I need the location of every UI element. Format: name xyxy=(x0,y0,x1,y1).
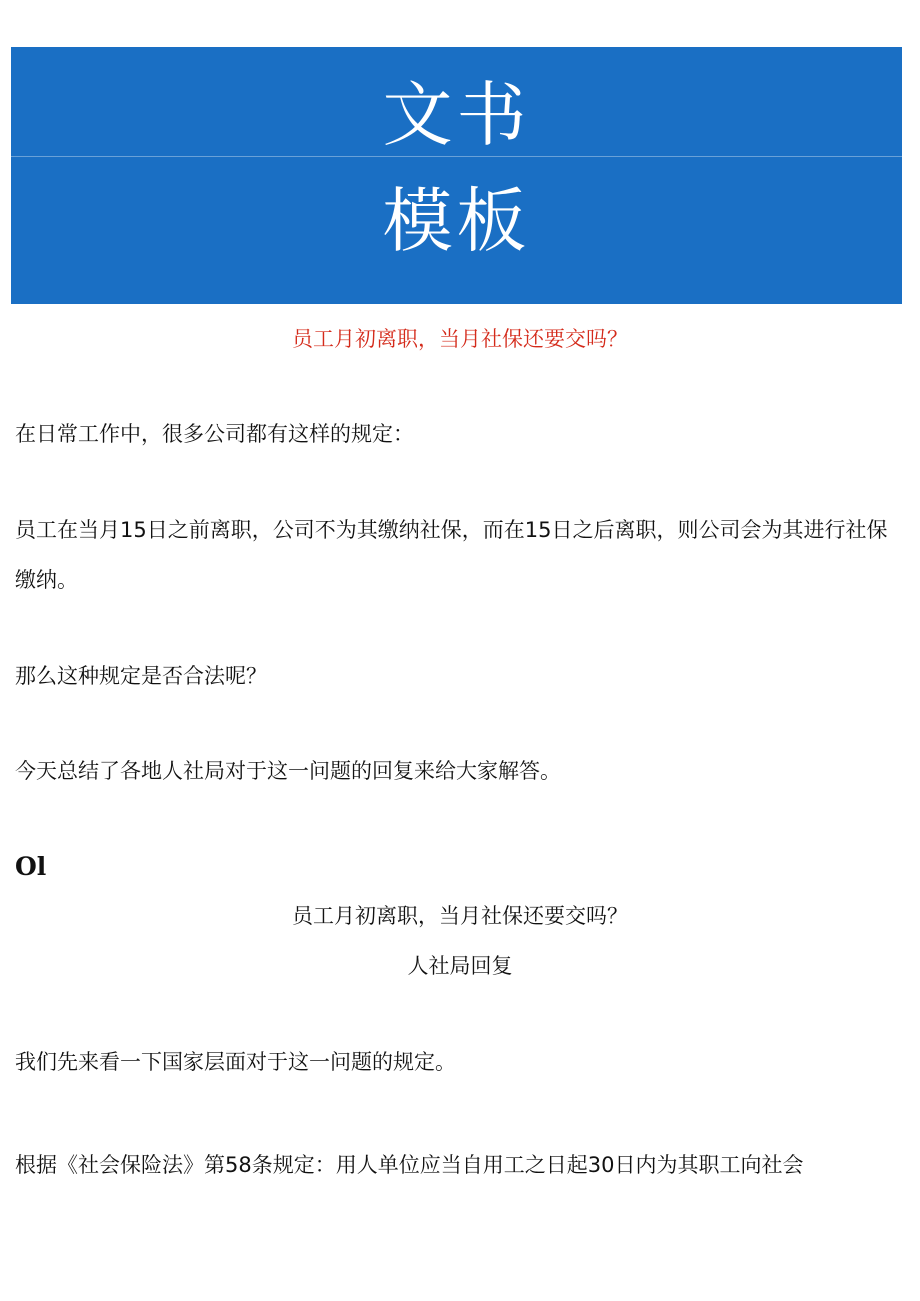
paragraph-question: 那么这种规定是否合法呢？ xyxy=(15,664,267,688)
section-question: 员工月初离职，当月社保还要交吗？ xyxy=(292,904,628,928)
paragraph-national: 我们先来看一下国家层面对于这一问题的规定。 xyxy=(15,1050,456,1074)
title-banner xyxy=(11,47,902,304)
section-number: Ol xyxy=(15,852,47,881)
section-reply-label: 人社局回复 xyxy=(407,954,513,978)
article-heading: 员工月初离职，当月社保还要交吗？ xyxy=(292,327,628,351)
paragraph-law: 根据《社会保险法》第58条规定：用人单位应当自用工之日起30日内为其职工向社会 xyxy=(15,1153,804,1177)
banner-divider xyxy=(11,156,902,157)
paragraph-rule: 员工在当月15日之前离职，公司不为其缴纳社保，而在15日之后离职，则公司会为其进行社保缴纳。 xyxy=(15,518,888,592)
banner-title-line1: 文书 xyxy=(382,74,531,156)
paragraph-intro: 在日常工作中，很多公司都有这样的规定： xyxy=(15,422,414,446)
paragraph-summary: 今天总结了各地人社局对于这一问题的回复来给大家解答。 xyxy=(15,759,561,783)
banner-title-line2: 模板 xyxy=(382,180,531,262)
